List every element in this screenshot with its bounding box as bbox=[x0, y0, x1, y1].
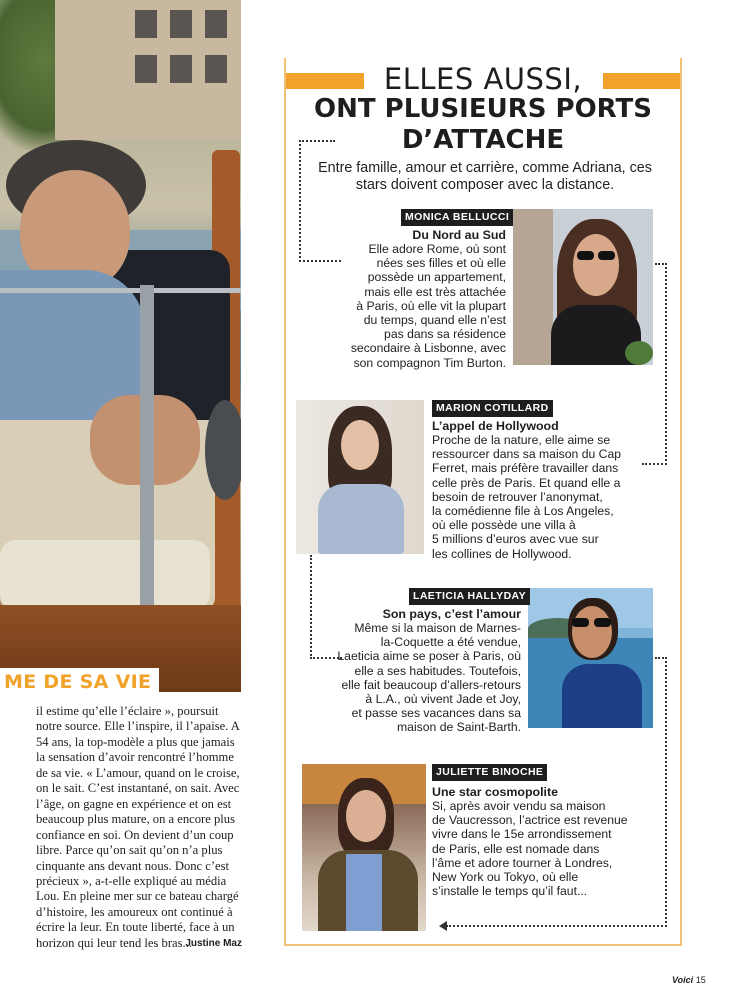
photo-monica-bellucci bbox=[513, 209, 653, 365]
connector-line bbox=[310, 555, 312, 659]
connector-line bbox=[299, 140, 301, 262]
box-intro: Entre famille, amour et carrière, comme Adriana, ces stars doivent composer avec la distance. bbox=[318, 160, 652, 193]
entry-body-monica: Elle adore Rome, où sont nées ses filles et où elle possède un appartement, mais elle est très attachée à Paris, où elle vit la plupart du temps, quand elle n’est pas dans sa résidence secondaire à Lisbonne, avec son compagnon Tim Burton. bbox=[350, 242, 506, 370]
box-title-line2: ONT PLUSIEURS PORTS D’ATTACHE bbox=[314, 94, 652, 155]
arrow-icon bbox=[439, 921, 447, 931]
brand-logo: Voici bbox=[672, 975, 694, 985]
connector-line bbox=[299, 140, 335, 142]
name-tag-marion-cotillard: MARION COTILLARD bbox=[432, 400, 553, 417]
connector-line bbox=[446, 925, 667, 927]
entry-body-marion: Proche de la nature, elle aime se ressourcer dans sa maison du Cap Ferret, mais préfère travailler dans celle près de Paris. Et quand elle a besoin de retrouver l’anonymat, la comédienne file à Los Angeles, où elle possède une villa à 5 millions d’euros avec vue sur les collines de Hollywood. bbox=[432, 433, 622, 561]
photo-caption-tagline: ME DE SA VIE bbox=[0, 668, 159, 696]
name-tag-juliette-binoche: JULIETTE BINOCHE bbox=[432, 764, 547, 781]
photo-marion-cotillard bbox=[296, 400, 424, 554]
photo-laeticia-hallyday bbox=[528, 588, 653, 728]
byline: Justine Maz bbox=[185, 938, 242, 949]
connector-line bbox=[665, 657, 667, 927]
photo-juliette-binoche bbox=[302, 764, 426, 931]
entry-body-laeticia: Même si la maison de Marnes- la-Coquette a été vendue, Laeticia aime se poser à Paris, où elle a ses habitudes. Toutefois, elle fait beaucoup d’allers-retours à L.A., où vivent Jade et Joy, et passe ses vacances dans sa maison de Saint-Barth. bbox=[337, 621, 521, 735]
entry-title-monica: Du Nord au Sud bbox=[412, 228, 506, 242]
box-title-line1: ELLES AUSSI, bbox=[383, 62, 583, 96]
entry-body-juliette: Si, après avoir vendu sa maison de Vaucresson, l’actrice est revenue vivre dans le 15e arrondissement de Paris, elle est nomade dans l’âme et adore tourner à Londres, New York ou Tokyo, où elle s’installe le temps qu’il faut... bbox=[432, 799, 628, 899]
page-number: 15 bbox=[695, 975, 706, 985]
boat-photo bbox=[0, 0, 241, 692]
name-tag-monica-bellucci: MONICA BELLUCCI bbox=[401, 209, 513, 226]
connector-line bbox=[665, 263, 667, 465]
article-text: il estime qu’elle l’éclaire », poursuit notre source. Elle l’inspire, il l’apaise. A 54 ans, la top-modèle a plus que jamais la sensation d’avoir rencontré l’homme de sa vie. « L’amour, quand on le croise, on le sait. C’est instantané, on sait. Avec l’âge, on gagne en expérience et on est beaucoup plus mature, on a encore plus confiance en soi. On devient d’un coup libre. Parce qu’on sait qu’on n’a plus cinquante ans devant nous. Donc c’est précieux », a-t-elle expliqué au média Lou. En pleine mer sur ce bateau chargé d’histoire, les amoureux ont continué à écrire la leur. En toute liberté, face à un horizon qui leur tend les bras... bbox=[36, 704, 240, 950]
page-footer bbox=[672, 975, 706, 985]
entry-title-marion: L’appel de Hollywood bbox=[432, 419, 559, 433]
name-tag-laeticia-hallyday: LAETICIA HALLYDAY bbox=[409, 588, 530, 605]
entry-title-juliette: Une star cosmopolite bbox=[432, 785, 558, 799]
entry-title-laeticia: Son pays, c’est l’amour bbox=[382, 607, 521, 621]
